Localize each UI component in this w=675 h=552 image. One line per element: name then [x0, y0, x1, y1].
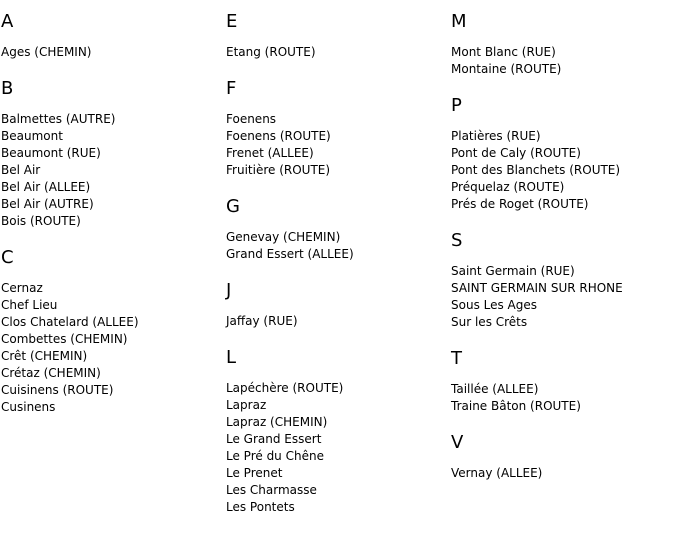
- street-link[interactable]: Bel Air (AUTRE): [1, 197, 94, 211]
- street-list-item: [451, 128, 671, 145]
- street-link[interactable]: Crêt (CHEMIN): [1, 349, 88, 363]
- letter-group-s: [451, 231, 671, 331]
- letter-heading: S: [451, 230, 463, 251]
- street-list: [226, 380, 446, 516]
- letter-group-l: [226, 348, 446, 516]
- street-link[interactable]: Grand Essert (ALLEE): [226, 247, 354, 261]
- street-link[interactable]: Bel Air: [1, 163, 41, 177]
- street-list-item: [451, 314, 671, 331]
- street-list-item: [1, 399, 221, 416]
- letter-heading: P: [451, 95, 462, 116]
- street-list-item: [451, 263, 671, 280]
- street-link[interactable]: Beaumont: [1, 129, 63, 143]
- street-list-item: [226, 313, 446, 330]
- street-list-item: [1, 111, 221, 128]
- street-list-item: [226, 431, 446, 448]
- street-list: [451, 44, 671, 78]
- street-link[interactable]: Fruitière (ROUTE): [226, 163, 331, 177]
- street-list-item: [1, 128, 221, 145]
- street-list-item: [226, 246, 446, 263]
- street-link[interactable]: Les Charmasse: [226, 483, 317, 497]
- street-list-item: [226, 111, 446, 128]
- street-link[interactable]: Cuisinens (ROUTE): [1, 383, 114, 397]
- street-list-item: [226, 465, 446, 482]
- street-link[interactable]: Saint Germain (RUE): [451, 264, 575, 278]
- index-column: [1, 12, 221, 434]
- street-link[interactable]: Combettes (CHEMIN): [1, 332, 128, 346]
- street-link[interactable]: Cusinens: [1, 400, 56, 414]
- street-list-item: [1, 179, 221, 196]
- street-list-item: [1, 213, 221, 230]
- street-link[interactable]: Foenens: [226, 112, 277, 126]
- street-link[interactable]: Balmettes (AUTRE): [1, 112, 116, 126]
- street-list-item: [1, 348, 221, 365]
- street-list-item: [226, 482, 446, 499]
- index-column: [226, 12, 446, 534]
- street-list-item: [1, 365, 221, 382]
- street-link[interactable]: Les Pontets: [226, 500, 295, 514]
- letter-heading: C: [1, 247, 14, 268]
- street-list: [226, 111, 446, 179]
- street-link[interactable]: Le Pré du Chêne: [226, 449, 324, 463]
- street-list: [1, 111, 221, 230]
- street-link[interactable]: Crétaz (CHEMIN): [1, 366, 101, 380]
- street-list-item: [226, 499, 446, 516]
- street-list-item: [451, 145, 671, 162]
- street-list-item: [451, 280, 671, 297]
- street-list: [451, 465, 671, 482]
- street-list-item: [1, 162, 221, 179]
- street-link[interactable]: Platières (RUE): [451, 129, 541, 143]
- street-list-item: [1, 196, 221, 213]
- letter-group-p: [451, 96, 671, 213]
- letter-heading: A: [1, 11, 14, 32]
- street-link[interactable]: Mont Blanc (RUE): [451, 45, 556, 59]
- street-link[interactable]: Genevay (CHEMIN): [226, 230, 341, 244]
- street-link[interactable]: Jaffay (RUE): [226, 314, 298, 328]
- letter-heading: T: [451, 348, 462, 369]
- street-list-item: [451, 465, 671, 482]
- street-link[interactable]: Pont des Blanchets (ROUTE): [451, 163, 621, 177]
- street-link[interactable]: Lapéchère (ROUTE): [226, 381, 344, 395]
- street-list-item: [451, 61, 671, 78]
- letter-heading: V: [451, 432, 464, 453]
- street-list-item: [451, 162, 671, 179]
- street-list: [226, 229, 446, 263]
- street-list-item: [1, 331, 221, 348]
- street-link[interactable]: Cernaz: [1, 281, 43, 295]
- street-link[interactable]: Foenens (ROUTE): [226, 129, 331, 143]
- letter-group-g: [226, 197, 446, 263]
- street-list-item: [1, 280, 221, 297]
- street-link[interactable]: Bel Air (ALLEE): [1, 180, 91, 194]
- street-list-item: [226, 162, 446, 179]
- street-link[interactable]: Frenet (ALLEE): [226, 146, 314, 160]
- street-link[interactable]: Sur les Crêts: [451, 315, 528, 329]
- street-link[interactable]: Prés de Roget (ROUTE): [451, 197, 589, 211]
- street-list-item: [226, 229, 446, 246]
- street-list-item: [226, 128, 446, 145]
- letter-heading: E: [226, 11, 238, 32]
- street-list-item: [451, 297, 671, 314]
- letter-group-f: [226, 79, 446, 179]
- street-link[interactable]: Bois (ROUTE): [1, 214, 81, 228]
- letter-heading: L: [226, 347, 237, 368]
- street-link[interactable]: Lapraz (CHEMIN): [226, 415, 328, 429]
- street-link[interactable]: Lapraz: [226, 398, 267, 412]
- street-link[interactable]: Etang (ROUTE): [226, 45, 316, 59]
- street-list-item: [451, 179, 671, 196]
- street-link[interactable]: Pont de Caly (ROUTE): [451, 146, 581, 160]
- street-list: [226, 313, 446, 330]
- letter-group-t: [451, 349, 671, 415]
- street-link[interactable]: Montaine (ROUTE): [451, 62, 562, 76]
- letter-group-a: [1, 12, 221, 61]
- street-list-item: [1, 44, 221, 61]
- street-link[interactable]: Traine Bâton (ROUTE): [451, 399, 581, 413]
- street-list-item: [451, 44, 671, 61]
- street-link[interactable]: SAINT GERMAIN SUR RHONE: [451, 281, 623, 295]
- street-link[interactable]: Chef Lieu: [1, 298, 58, 312]
- letter-heading: G: [226, 196, 240, 217]
- street-link[interactable]: Ages (CHEMIN): [1, 45, 92, 59]
- street-list: [451, 263, 671, 331]
- street-list-item: [226, 145, 446, 162]
- letter-heading: B: [1, 78, 14, 99]
- street-list-item: [451, 381, 671, 398]
- letter-group-v: [451, 433, 671, 482]
- letter-group-j: [226, 281, 446, 330]
- street-list-item: [1, 314, 221, 331]
- letter-heading: F: [226, 78, 237, 99]
- street-link[interactable]: Beaumont (RUE): [1, 146, 101, 160]
- street-link[interactable]: Le Grand Essert: [226, 432, 322, 446]
- street-list-item: [226, 414, 446, 431]
- street-list: [1, 280, 221, 416]
- street-link[interactable]: Clos Chatelard (ALLEE): [1, 315, 139, 329]
- street-link[interactable]: Le Prenet: [226, 466, 283, 480]
- street-list-item: [1, 145, 221, 162]
- letter-group-b: [1, 79, 221, 230]
- street-link[interactable]: Sous Les Ages: [451, 298, 538, 312]
- street-list-item: [226, 380, 446, 397]
- street-list-item: [226, 44, 446, 61]
- letter-heading: J: [226, 280, 232, 301]
- letter-group-e: [226, 12, 446, 61]
- letter-group-c: [1, 248, 221, 416]
- street-list: [451, 381, 671, 415]
- letter-group-m: [451, 12, 671, 78]
- street-list-item: [226, 448, 446, 465]
- street-list-item: [226, 397, 446, 414]
- street-list-item: [451, 196, 671, 213]
- street-list: [226, 44, 446, 61]
- index-column: [451, 12, 671, 500]
- street-list-item: [1, 297, 221, 314]
- street-link[interactable]: Vernay (ALLEE): [451, 466, 543, 480]
- street-list-item: [451, 398, 671, 415]
- letter-heading: M: [451, 11, 467, 32]
- street-list: [451, 128, 671, 213]
- street-link[interactable]: Taillée (ALLEE): [451, 382, 539, 396]
- street-list-item: [1, 382, 221, 399]
- street-list: [1, 44, 221, 61]
- street-link[interactable]: Préquelaz (ROUTE): [451, 180, 565, 194]
